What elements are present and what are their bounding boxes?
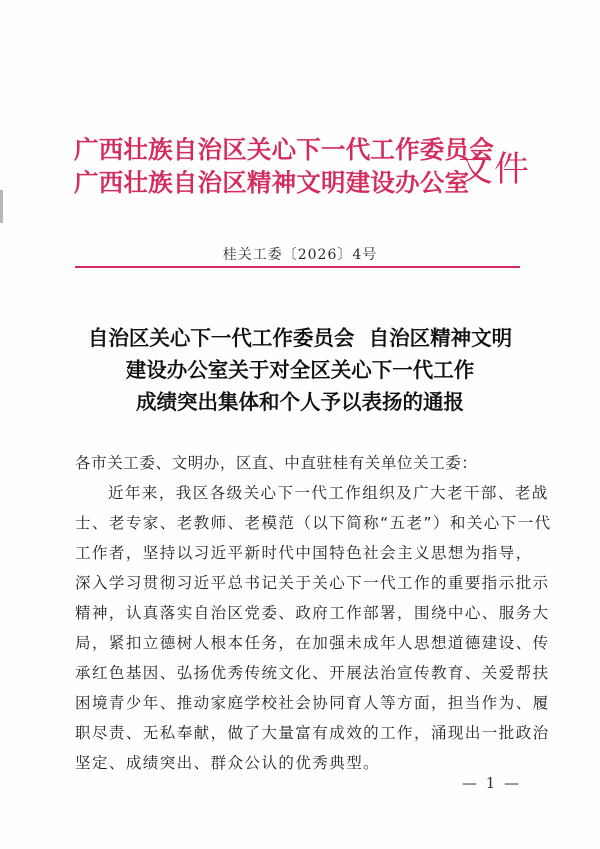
paragraph-line: 士、老专家、老教师、老模范（以下简称“五老”）和关心下一代 — [75, 514, 552, 532]
issuer-line-2: 广西壮族自治区精神文明建设办公室 — [74, 168, 470, 197]
paragraph-line: 精神，认真落实自治区党委、政府工作部署，围绕中心、服务大 — [75, 604, 550, 622]
paragraph-line: 职尽责、无私奉献，做了大量富有成效的工作，涌现出一批政治 — [75, 724, 550, 742]
paragraph-line: 深入学习贯彻习近平总书记关于关心下一代工作的重要指示批示 — [75, 574, 550, 592]
document-title — [60, 322, 540, 418]
scan-binding-mark — [0, 190, 3, 223]
title-line-1: 自治区关心下一代工作委员会 自治区精神文明 — [87, 326, 513, 350]
paragraph-line: 困境青少年、推动家庭学校社会协同育人等方面，担当作为、履 — [75, 694, 550, 712]
issuer-block — [74, 133, 494, 199]
title-line-2: 建设办公室关于对全区关心下一代工作 — [125, 358, 475, 382]
paragraph-line: 近年来，我区各级关心下一代工作组织及广大老干部、老战 — [108, 484, 549, 502]
salutation: 各市关工委、文明办，区直、中直驻桂有关单位关工委： — [75, 454, 478, 472]
paragraph-line: 承红色基因、弘扬优秀传统文化、开展法治宣传教育、关爱帮扶 — [75, 664, 550, 682]
document-type-label: 文件 — [458, 150, 531, 190]
paragraph-line: 局，紧扣立德树人根本任务，在加强未成年人思想道德建设、传 — [75, 634, 550, 652]
paragraph-line: 坚定、成绩突出、群众公认的优秀典型。 — [75, 754, 381, 772]
issuer-line-1: 广西壮族自治区关心下一代工作委员会 — [74, 135, 494, 164]
page-number: — 1 — — [462, 774, 522, 792]
title-line-3: 成绩突出集体和个人予以表扬的通报 — [136, 390, 464, 414]
document-body — [75, 448, 552, 778]
red-header-divider — [75, 266, 520, 268]
document-number: 桂关工委〔2026〕4号 — [222, 247, 378, 263]
paragraph-line: 工作者，坚持以习近平新时代中国特色社会主义思想为指导， — [75, 544, 533, 562]
